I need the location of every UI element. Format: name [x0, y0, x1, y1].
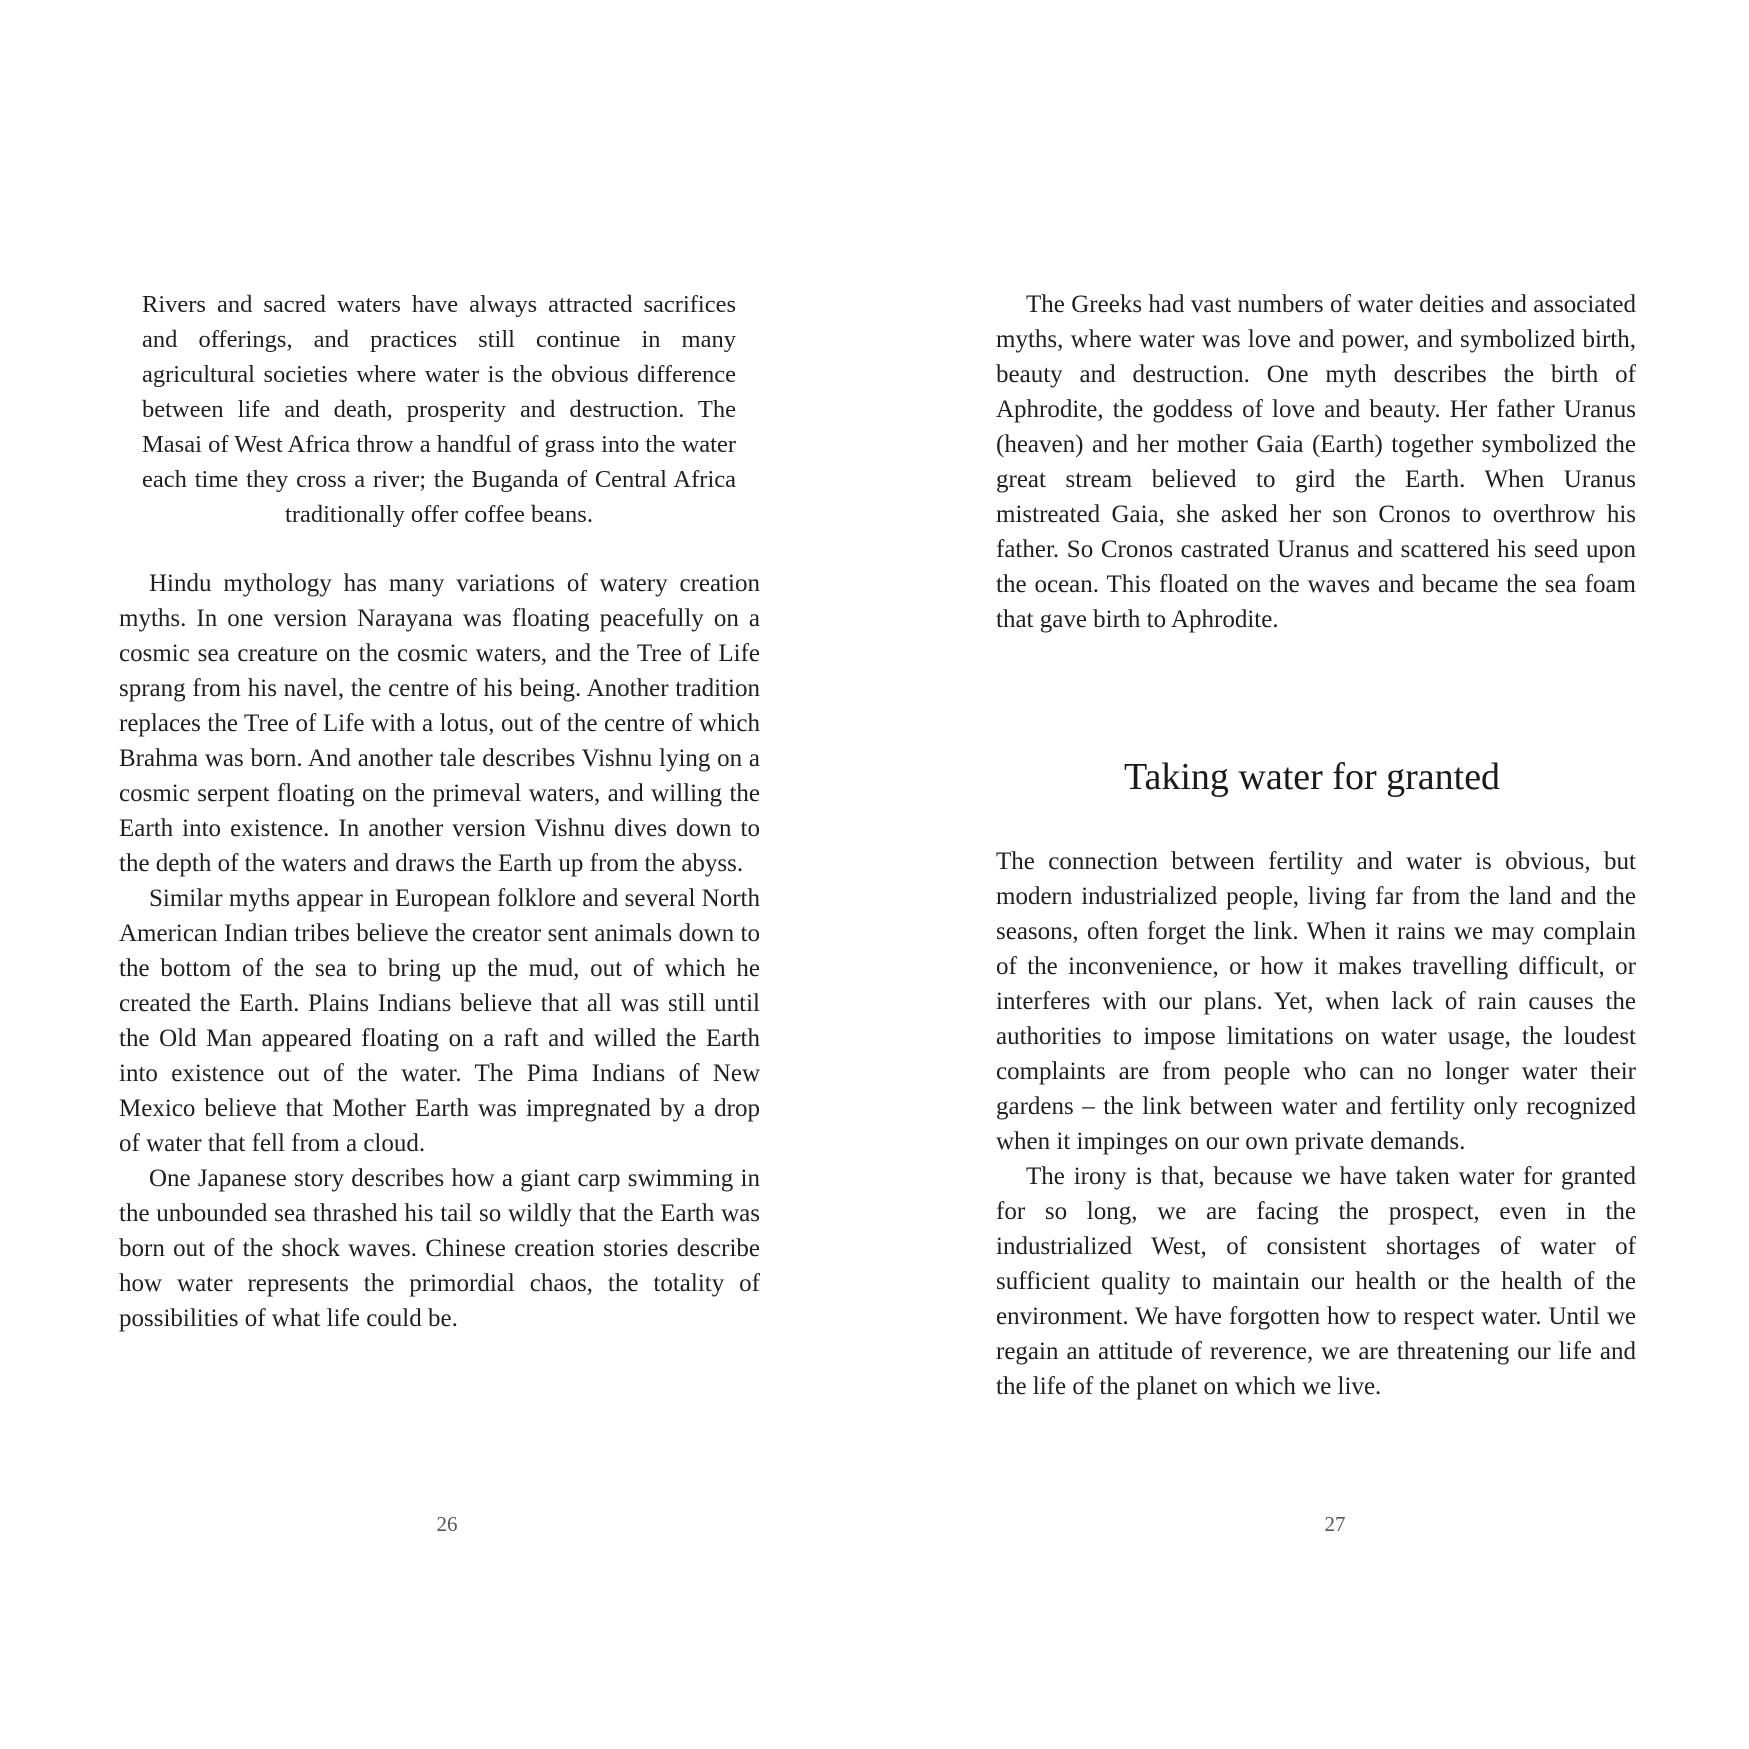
section-heading: Taking water for granted	[1123, 756, 1501, 798]
paragraph-greek-myths: The Greeks had vast numbers of water deities and associated myths, where water was love and power, and symbolized birth, beauty and destruction. One myth describes the birth of Aphrodite, the goddess of love and beauty. Her father Uranus (heaven) and her mother Gaia (Earth) together symbolized the great stream believed to gird the Earth. When Uranus mistreated Gaia, she asked her son Cronos to overthrow his father. So Cronos castrated Uranus and scattered his seed upon the ocean. This floated on the waves and became the sea foam that gave birth to Aphrodite.	[996, 291, 1636, 633]
right-page	[875, 0, 1749, 1749]
page-number-right: 27	[1324, 1512, 1346, 1536]
left-page	[0, 0, 874, 1749]
page-number-left: 26	[436, 1512, 458, 1536]
right-body-text	[996, 844, 1636, 1404]
paragraph-fertility-connection: The connection between fertility and water is obvious, but modern industrialized people, living far from the land and the seasons, often forget the link. When it rains we may complain of the inconvenience, or how it makes travelling difficult, or interferes with our plans. Yet, when lack of rain causes the authorities to impose limitations on water usage, the loudest complaints are from people who can no longer water their gardens – the link between water and fertility only recognized when it impinges on our own private demands.	[996, 848, 1636, 1155]
pull-quote: Rivers and sacred waters have always attracted sacrifices and offerings, and practices still continue in many agricultural societies where water is the obvious difference between life and death, prosperity and destruction. The Masai of West Africa throw a handful of grass into the water each time they cross a river; the Buganda of Central Africa traditionally offer coffee beans.	[142, 291, 736, 528]
paragraph-irony: The irony is that, because we have taken water for granted for so long, we are facing the prospect, even in the industrialized West, of consistent shortages of water of sufficient quality to maintain our health or the health of the environment. We have forgotten how to respect water. Until we regain an attitude of reverence, we are threatening our life and the life of the planet on which we live.	[996, 1163, 1636, 1400]
left-body-text	[119, 566, 760, 1336]
right-intro-text	[996, 287, 1636, 637]
paragraph-hindu-myths: Hindu mythology has many variations of watery creation myths. In one version Narayana was floating peacefully on a cosmic sea creature on the cosmic waters, and the Tree of Life sprang from his navel, the centre of his being. Another tradition replaces the Tree of Life with a lotus, out of the centre of which Brahma was born. And another tale describes Vishnu lying on a cosmic serpent floating on the primeval waters, and willing the Earth into existence. In another version Vishnu dives down to the depth of the waters and draws the Earth up from the abyss.	[119, 570, 760, 877]
paragraph-european-folklore: Similar myths appear in European folklore and several North American Indian tribes believe the creator sent animals down to the bottom of the sea to bring up the mud, out of which he created the Earth. Plains Indians believe that all was still until the Old Man appeared floating on a raft and willed the Earth into existence out of the water. The Pima Indians of New Mexico believe that Mother Earth was impregnated by a drop of water that fell from a cloud.	[119, 885, 760, 1157]
paragraph-japanese-story: One Japanese story describes how a giant carp swimming in the unbounded sea thrashed his tail so wildly that the Earth was born out of the shock waves. Chinese creation stories describe how water represents the primordial chaos, the totality of possibilities of what life could be.	[119, 1165, 760, 1332]
